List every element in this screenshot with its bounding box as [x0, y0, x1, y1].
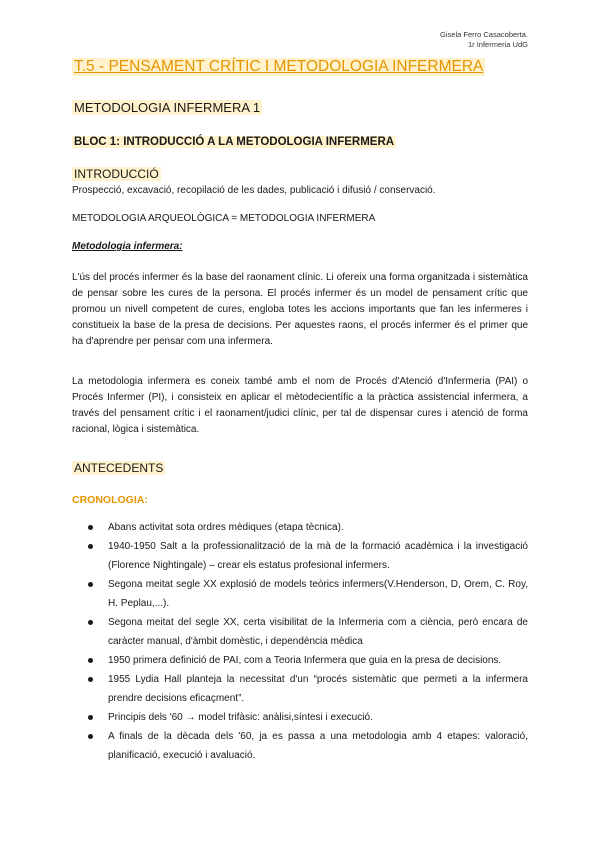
list-item: Abans activitat sota ordres mèdiques (etapa tècnica).	[72, 518, 528, 537]
bullet-icon	[88, 620, 93, 625]
list-item: 1940-1950 Salt a la professionalització de la mà de la formació acadèmica i la investigació (Florence Nightingale) – crear els estatus profesional infermers.	[72, 537, 528, 575]
bullet-icon	[88, 525, 93, 530]
header-meta	[440, 30, 528, 50]
cronologia-list	[72, 518, 528, 765]
bullet-icon	[88, 677, 93, 682]
list-item: Segona meitat del segle XX, certa visibilitat de la Infermeria com a ciència, però encara de caràcter manual, d'àmbit domèstic, i dependència mèdica	[72, 613, 528, 651]
bullet-icon	[88, 734, 93, 739]
list-item: A finals de la dècada dels '60, ja es passa a una metodologia amb 4 etapes: valoració, planificació, execució i avaluació.	[72, 727, 528, 765]
section-heading: METODOLOGIA INFERMERA 1	[74, 100, 261, 115]
metodologia-paragraph-2: La metodologia infermera es coneix també amb el nom de Procés d'Atenció d'Infermeria (PAI) o Procés Infermer (PI), i consisteix en aplicar el mètodecientífic a la pràctica assistencial infermera, a través del pensament crític i el raonament/judici clínic, per tal de dispensar cures i atenció de forma racional, lògica i sistemàtica.	[72, 376, 528, 435]
metodologia-subheading: Metodologia infermera:	[72, 241, 183, 252]
metodologia-paragraph-1: L'ús del procés infermer és la base del raonament clínic. Li ofereix una forma organitzada i sistemàtica de pensar sobre les cures de la persona. El procés infermer és un model de pensament crític que promou un nivell competent de cures, engloba totes les accions importants que fan les infermeres i constitueix la base de la presa de decisions. Per aquestes raons, el procés infermer és el primer que ha d'aprendre per pensar com una infermera.	[72, 272, 528, 347]
intro-line-2: METODOLOGIA ARQUEOLÒGICA = METODOLOGIA INFERMERA	[72, 213, 376, 224]
list-item: 1955 Lydia Hall planteja la necessitat d'un “procés sistemàtic que permeti a la infermera prendre decisions eficaçment”.	[72, 670, 528, 708]
list-item: 1950 primera definició de PAI, com a Teoria Infermera que guia en la presa de decisions.	[72, 651, 528, 670]
antecedents-heading: ANTECEDENTS	[74, 461, 164, 475]
bullet-icon	[88, 715, 93, 720]
intro-heading: INTRODUCCIÓ	[74, 167, 159, 181]
intro-line-1: Prospecció, excavació, recopilació de les dades, publicació i difusió / conservació.	[72, 185, 436, 196]
list-item: Principis dels '60 → model trifàsic: anàlisi,síntesi i execució.	[72, 708, 528, 727]
cronologia-heading: CRONOLOGIA:	[72, 494, 148, 506]
bullet-icon	[88, 658, 93, 663]
author-name: Gisela Ferro Casacoberta.	[440, 30, 528, 39]
bloc-heading: BLOC 1: INTRODUCCIÓ A LA METODOLOGIA INFERMERA	[74, 136, 395, 148]
course-name: 1r Infermeria UdG	[467, 40, 528, 49]
list-item: Segona meitat segle XX explosió de models teòrics infermers(V.Henderson, D, Orem, C. Roy, H. Peplau,...).	[72, 575, 528, 613]
bullet-icon	[88, 544, 93, 549]
document-title: T.5 - PENSAMENT CRÍTIC I METODOLOGIA INFERMERA	[74, 58, 484, 75]
bullet-icon	[88, 582, 93, 587]
